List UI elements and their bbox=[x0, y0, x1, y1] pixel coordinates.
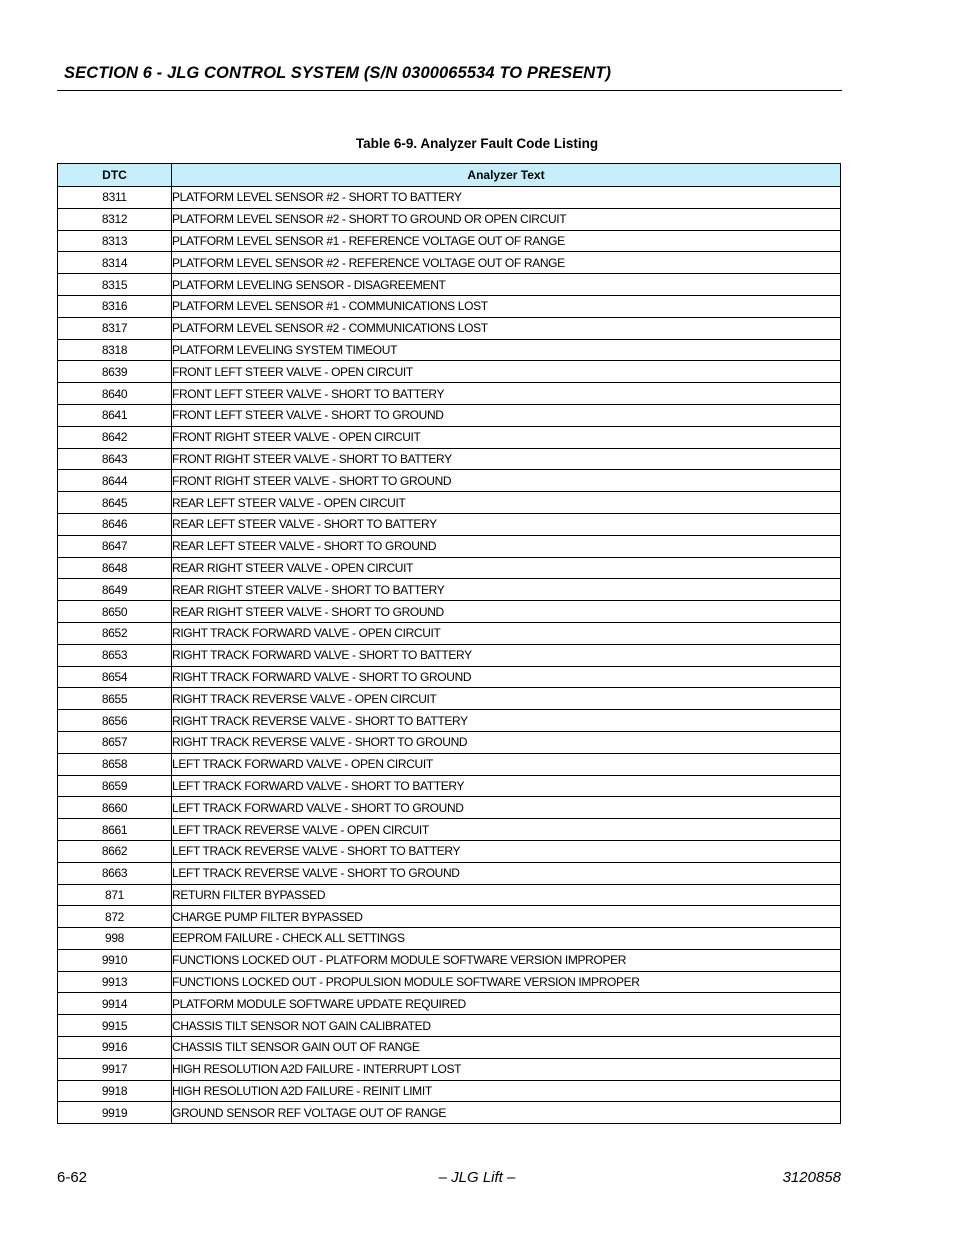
table-row bbox=[58, 557, 841, 579]
analyzer-text-cell: HIGH RESOLUTION A2D FAILURE - REINIT LIMIT bbox=[172, 1080, 841, 1102]
analyzer-text-cell: PLATFORM LEVEL SENSOR #2 - SHORT TO GROUND OR OPEN CIRCUIT bbox=[172, 208, 841, 230]
table-row bbox=[58, 295, 841, 317]
table-row bbox=[58, 840, 841, 862]
dtc-cell: 8661 bbox=[58, 819, 172, 841]
table-row bbox=[58, 928, 841, 950]
dtc-cell: 8645 bbox=[58, 492, 172, 514]
dtc-cell: 9913 bbox=[58, 971, 172, 993]
table-row bbox=[58, 601, 841, 623]
table-row bbox=[58, 361, 841, 383]
table-row bbox=[58, 208, 841, 230]
dtc-cell: 9919 bbox=[58, 1102, 172, 1124]
fault-code-table bbox=[57, 163, 841, 1124]
dtc-cell: 8312 bbox=[58, 208, 172, 230]
analyzer-text-cell: EEPROM FAILURE - CHECK ALL SETTINGS bbox=[172, 928, 841, 950]
analyzer-text-cell: PLATFORM LEVEL SENSOR #2 - COMMUNICATIONS LOST bbox=[172, 317, 841, 339]
dtc-cell: 8317 bbox=[58, 317, 172, 339]
analyzer-text-cell: PLATFORM LEVELING SYSTEM TIMEOUT bbox=[172, 339, 841, 361]
table-row bbox=[58, 949, 841, 971]
table-row bbox=[58, 426, 841, 448]
analyzer-text-cell: FRONT LEFT STEER VALVE - OPEN CIRCUIT bbox=[172, 361, 841, 383]
analyzer-text-cell: FRONT RIGHT STEER VALVE - SHORT TO GROUND bbox=[172, 470, 841, 492]
analyzer-text-cell: LEFT TRACK REVERSE VALVE - OPEN CIRCUIT bbox=[172, 819, 841, 841]
dtc-cell: 8311 bbox=[58, 187, 172, 209]
analyzer-text-cell: FRONT RIGHT STEER VALVE - OPEN CIRCUIT bbox=[172, 426, 841, 448]
analyzer-text-cell: FUNCTIONS LOCKED OUT - PLATFORM MODULE SOFTWARE VERSION IMPROPER bbox=[172, 949, 841, 971]
table-row bbox=[58, 775, 841, 797]
dtc-cell: 9918 bbox=[58, 1080, 172, 1102]
dtc-cell: 8648 bbox=[58, 557, 172, 579]
dtc-cell: 8656 bbox=[58, 710, 172, 732]
table-row bbox=[58, 404, 841, 426]
table-row bbox=[58, 1037, 841, 1059]
dtc-cell: 9916 bbox=[58, 1037, 172, 1059]
table-row bbox=[58, 252, 841, 274]
table-row bbox=[58, 731, 841, 753]
footer-doc-number: 3120858 bbox=[782, 1169, 841, 1186]
table-row bbox=[58, 993, 841, 1015]
dtc-cell: 8657 bbox=[58, 731, 172, 753]
dtc-cell: 8660 bbox=[58, 797, 172, 819]
table-body bbox=[58, 187, 841, 1124]
analyzer-text-cell: GROUND SENSOR REF VOLTAGE OUT OF RANGE bbox=[172, 1102, 841, 1124]
dtc-cell: 9910 bbox=[58, 949, 172, 971]
dtc-cell: 8662 bbox=[58, 840, 172, 862]
analyzer-text-cell: REAR LEFT STEER VALVE - SHORT TO BATTERY bbox=[172, 513, 841, 535]
analyzer-text-cell: CHARGE PUMP FILTER BYPASSED bbox=[172, 906, 841, 928]
dtc-cell: 8639 bbox=[58, 361, 172, 383]
analyzer-text-cell: FRONT LEFT STEER VALVE - SHORT TO BATTERY bbox=[172, 383, 841, 405]
analyzer-text-cell: PLATFORM MODULE SOFTWARE UPDATE REQUIRED bbox=[172, 993, 841, 1015]
table-row bbox=[58, 339, 841, 361]
dtc-cell: 998 bbox=[58, 928, 172, 950]
header-rule bbox=[57, 90, 842, 91]
analyzer-text-cell: PLATFORM LEVELING SENSOR - DISAGREEMENT bbox=[172, 274, 841, 296]
table-row bbox=[58, 819, 841, 841]
dtc-cell: 8650 bbox=[58, 601, 172, 623]
table-row bbox=[58, 666, 841, 688]
dtc-cell: 8663 bbox=[58, 862, 172, 884]
dtc-cell: 8643 bbox=[58, 448, 172, 470]
table-row bbox=[58, 317, 841, 339]
analyzer-text-cell: LEFT TRACK REVERSE VALVE - SHORT TO BATTERY bbox=[172, 840, 841, 862]
table-row bbox=[58, 230, 841, 252]
table-row bbox=[58, 753, 841, 775]
analyzer-text-cell: REAR RIGHT STEER VALVE - SHORT TO GROUND bbox=[172, 601, 841, 623]
dtc-cell: 8315 bbox=[58, 274, 172, 296]
analyzer-text-cell: REAR RIGHT STEER VALVE - OPEN CIRCUIT bbox=[172, 557, 841, 579]
analyzer-text-cell: RIGHT TRACK REVERSE VALVE - SHORT TO GROUND bbox=[172, 731, 841, 753]
analyzer-text-cell: CHASSIS TILT SENSOR NOT GAIN CALIBRATED bbox=[172, 1015, 841, 1037]
table-caption: Table 6-9. Analyzer Fault Code Listing bbox=[355, 136, 599, 151]
dtc-cell: 8654 bbox=[58, 666, 172, 688]
analyzer-text-cell: PLATFORM LEVEL SENSOR #2 - REFERENCE VOLTAGE OUT OF RANGE bbox=[172, 252, 841, 274]
analyzer-text-cell: REAR LEFT STEER VALVE - SHORT TO GROUND bbox=[172, 535, 841, 557]
dtc-cell: 8659 bbox=[58, 775, 172, 797]
table-row bbox=[58, 448, 841, 470]
dtc-cell: 8316 bbox=[58, 295, 172, 317]
dtc-cell: 8641 bbox=[58, 404, 172, 426]
analyzer-text-cell: HIGH RESOLUTION A2D FAILURE - INTERRUPT LOST bbox=[172, 1058, 841, 1080]
dtc-cell: 8655 bbox=[58, 688, 172, 710]
table-row bbox=[58, 884, 841, 906]
analyzer-text-cell: RIGHT TRACK FORWARD VALVE - SHORT TO GROUND bbox=[172, 666, 841, 688]
analyzer-text-cell: FRONT RIGHT STEER VALVE - SHORT TO BATTERY bbox=[172, 448, 841, 470]
analyzer-text-cell: PLATFORM LEVEL SENSOR #1 - REFERENCE VOLTAGE OUT OF RANGE bbox=[172, 230, 841, 252]
analyzer-text-cell: PLATFORM LEVEL SENSOR #2 - SHORT TO BATTERY bbox=[172, 187, 841, 209]
dtc-cell: 871 bbox=[58, 884, 172, 906]
analyzer-text-cell: RIGHT TRACK REVERSE VALVE - SHORT TO BATTERY bbox=[172, 710, 841, 732]
dtc-cell: 8652 bbox=[58, 622, 172, 644]
dtc-cell: 8649 bbox=[58, 579, 172, 601]
footer-page-number: 6-62 bbox=[57, 1169, 88, 1186]
dtc-cell: 8646 bbox=[58, 513, 172, 535]
dtc-cell: 9915 bbox=[58, 1015, 172, 1037]
dtc-cell: 8314 bbox=[58, 252, 172, 274]
dtc-cell: 8644 bbox=[58, 470, 172, 492]
footer-center-text: – JLG Lift – bbox=[438, 1169, 516, 1186]
analyzer-text-cell: RIGHT TRACK FORWARD VALVE - SHORT TO BATTERY bbox=[172, 644, 841, 666]
table-row bbox=[58, 862, 841, 884]
dtc-cell: 8313 bbox=[58, 230, 172, 252]
dtc-cell: 872 bbox=[58, 906, 172, 928]
column-header-dtc: DTC bbox=[58, 164, 172, 187]
analyzer-text-cell: LEFT TRACK FORWARD VALVE - SHORT TO BATTERY bbox=[172, 775, 841, 797]
section-header: SECTION 6 - JLG CONTROL SYSTEM (S/N 0300065534 TO PRESENT) bbox=[64, 64, 612, 82]
dtc-cell: 8640 bbox=[58, 383, 172, 405]
analyzer-text-cell: CHASSIS TILT SENSOR GAIN OUT OF RANGE bbox=[172, 1037, 841, 1059]
table-row bbox=[58, 579, 841, 601]
analyzer-text-cell: REAR RIGHT STEER VALVE - SHORT TO BATTERY bbox=[172, 579, 841, 601]
analyzer-text-cell: LEFT TRACK REVERSE VALVE - SHORT TO GROUND bbox=[172, 862, 841, 884]
analyzer-text-cell: RIGHT TRACK REVERSE VALVE - OPEN CIRCUIT bbox=[172, 688, 841, 710]
dtc-cell: 8318 bbox=[58, 339, 172, 361]
dtc-cell: 8658 bbox=[58, 753, 172, 775]
analyzer-text-cell: PLATFORM LEVEL SENSOR #1 - COMMUNICATIONS LOST bbox=[172, 295, 841, 317]
table-row bbox=[58, 622, 841, 644]
dtc-cell: 9914 bbox=[58, 993, 172, 1015]
table-row bbox=[58, 906, 841, 928]
dtc-cell: 8642 bbox=[58, 426, 172, 448]
analyzer-text-cell: LEFT TRACK FORWARD VALVE - SHORT TO GROUND bbox=[172, 797, 841, 819]
analyzer-text-cell: LEFT TRACK FORWARD VALVE - OPEN CIRCUIT bbox=[172, 753, 841, 775]
table-row bbox=[58, 274, 841, 296]
analyzer-text-cell: RETURN FILTER BYPASSED bbox=[172, 884, 841, 906]
table-row bbox=[58, 470, 841, 492]
table-row bbox=[58, 492, 841, 514]
dtc-cell: 9917 bbox=[58, 1058, 172, 1080]
table-row bbox=[58, 971, 841, 993]
table-header-row bbox=[58, 164, 841, 187]
dtc-cell: 8647 bbox=[58, 535, 172, 557]
table-row bbox=[58, 535, 841, 557]
table-row bbox=[58, 383, 841, 405]
table-row bbox=[58, 187, 841, 209]
analyzer-text-cell: FRONT LEFT STEER VALVE - SHORT TO GROUND bbox=[172, 404, 841, 426]
analyzer-text-cell: RIGHT TRACK FORWARD VALVE - OPEN CIRCUIT bbox=[172, 622, 841, 644]
analyzer-text-cell: FUNCTIONS LOCKED OUT - PROPULSION MODULE SOFTWARE VERSION IMPROPER bbox=[172, 971, 841, 993]
table-row bbox=[58, 1058, 841, 1080]
table-row bbox=[58, 688, 841, 710]
column-header-analyzer-text: Analyzer Text bbox=[172, 164, 841, 187]
table-row bbox=[58, 1080, 841, 1102]
table-row bbox=[58, 1102, 841, 1124]
table-row bbox=[58, 513, 841, 535]
table-row bbox=[58, 710, 841, 732]
dtc-cell: 8653 bbox=[58, 644, 172, 666]
table-row bbox=[58, 797, 841, 819]
table-row bbox=[58, 644, 841, 666]
analyzer-text-cell: REAR LEFT STEER VALVE - OPEN CIRCUIT bbox=[172, 492, 841, 514]
table-row bbox=[58, 1015, 841, 1037]
